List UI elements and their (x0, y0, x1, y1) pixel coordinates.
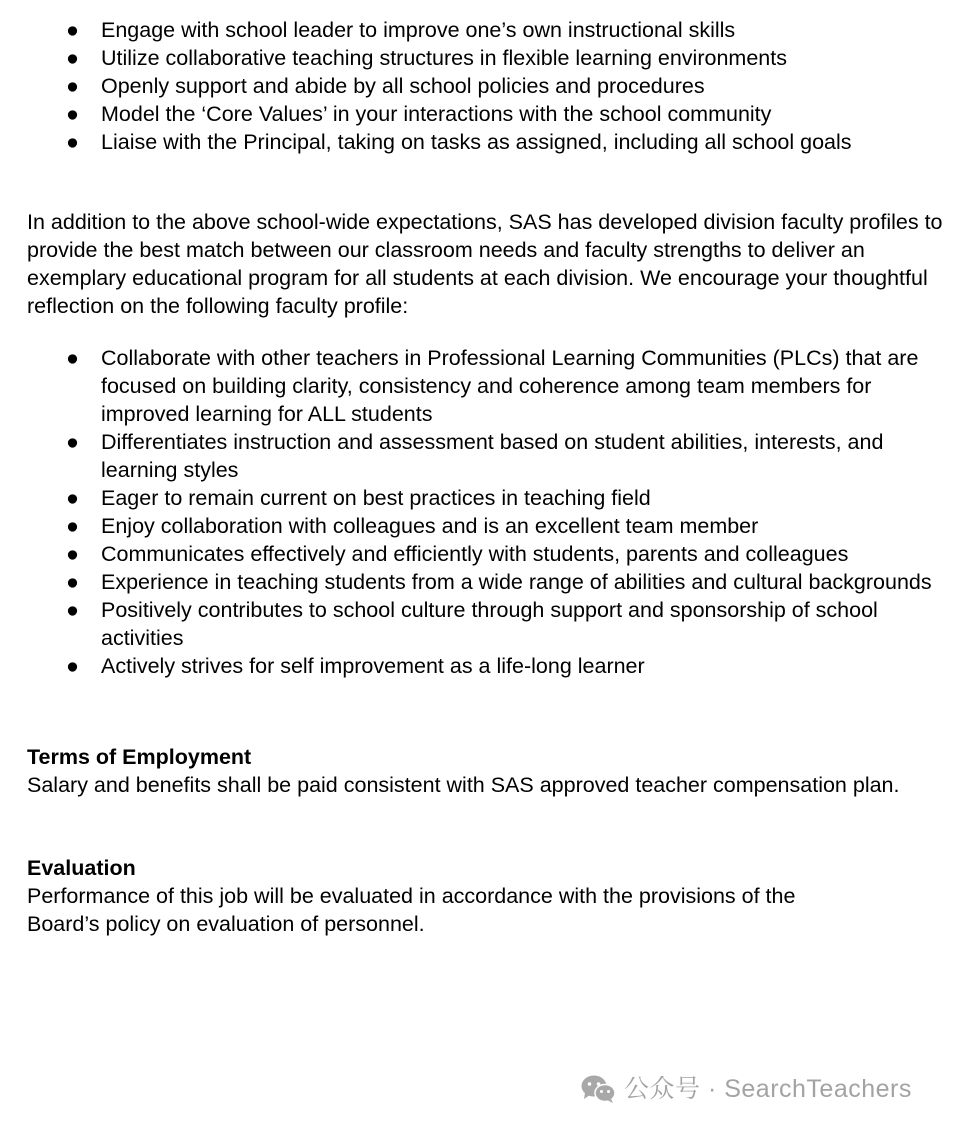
list-item-text: Openly support and abide by all school policies and procedures (101, 74, 705, 98)
list-item-text: Liaise with the Principal, taking on tasks as assigned, including all school goals (101, 130, 852, 154)
bullet-icon: ● (66, 74, 79, 98)
list-item (0, 596, 966, 652)
list-item-text: Utilize collaborative teaching structures in flexible learning environments (101, 46, 787, 70)
list-item-text: Differentiates instruction and assessment based on student abilities, interests, and learning styles (101, 430, 884, 482)
bullet-icon: ● (66, 430, 79, 454)
watermark (580, 1072, 912, 1106)
list-item (0, 540, 966, 568)
bullet-icon: ● (66, 486, 79, 510)
list-item (0, 72, 966, 100)
list-item (0, 344, 966, 428)
bullet-icon: ● (66, 102, 79, 126)
list-item-text: Collaborate with other teachers in Professional Learning Communities (PLCs) that are focused on building clarity, consistency and coherence among team members for improved learning for ALL students (101, 346, 919, 426)
list-item-text: Positively contributes to school culture through support and sponsorship of school activities (101, 598, 878, 650)
evaluation-text: Performance of this job will be evaluated in accordance with the provisions of the Board’s policy on evaluation of personnel. (27, 884, 796, 936)
terms-heading: Terms of Employment (27, 745, 252, 769)
bullet-icon: ● (66, 514, 79, 538)
list-item (0, 652, 966, 680)
bullet-icon: ● (66, 542, 79, 566)
wechat-icon (580, 1074, 616, 1104)
faculty-profile-list (0, 344, 966, 680)
list-item (0, 568, 966, 596)
school-expectations-list (0, 16, 966, 156)
list-item (0, 128, 966, 156)
list-item (0, 484, 966, 512)
bullet-icon: ● (66, 598, 79, 622)
bullet-icon: ● (66, 46, 79, 70)
bullet-icon: ● (66, 130, 79, 154)
list-item-text: Eager to remain current on best practices in teaching field (101, 486, 651, 510)
bullet-icon: ● (66, 570, 79, 594)
list-item-text: Experience in teaching students from a wide range of abilities and cultural backgrounds (101, 570, 932, 594)
list-item (0, 100, 966, 128)
intro-paragraph: In addition to the above school-wide expectations, SAS has developed division faculty profiles to provide the best match between our classroom needs and faculty strengths to deliver an exemplary educational program for all students at each division. We encourage your thoughtful reflection on the following faculty profile: (27, 210, 943, 318)
list-item (0, 512, 966, 540)
terms-text: Salary and benefits shall be paid consistent with SAS approved teacher compensation plan. (27, 773, 900, 797)
list-item-text: Communicates effectively and efficiently with students, parents and colleagues (101, 542, 849, 566)
list-item-text: Enjoy collaboration with colleagues and is an excellent team member (101, 514, 759, 538)
list-item-text: Model the ‘Core Values’ in your interactions with the school community (101, 102, 772, 126)
watermark-text: 公众号 · SearchTeachers (624, 1075, 912, 1103)
list-item (0, 44, 966, 72)
list-item (0, 428, 966, 484)
bullet-icon: ● (66, 18, 79, 42)
list-item (0, 16, 966, 44)
bullet-icon: ● (66, 346, 79, 370)
evaluation-heading: Evaluation (27, 856, 136, 880)
bullet-icon: ● (66, 654, 79, 678)
list-item-text: Engage with school leader to improve one’s own instructional skills (101, 18, 736, 42)
list-item-text: Actively strives for self improvement as a life-long learner (101, 654, 645, 678)
